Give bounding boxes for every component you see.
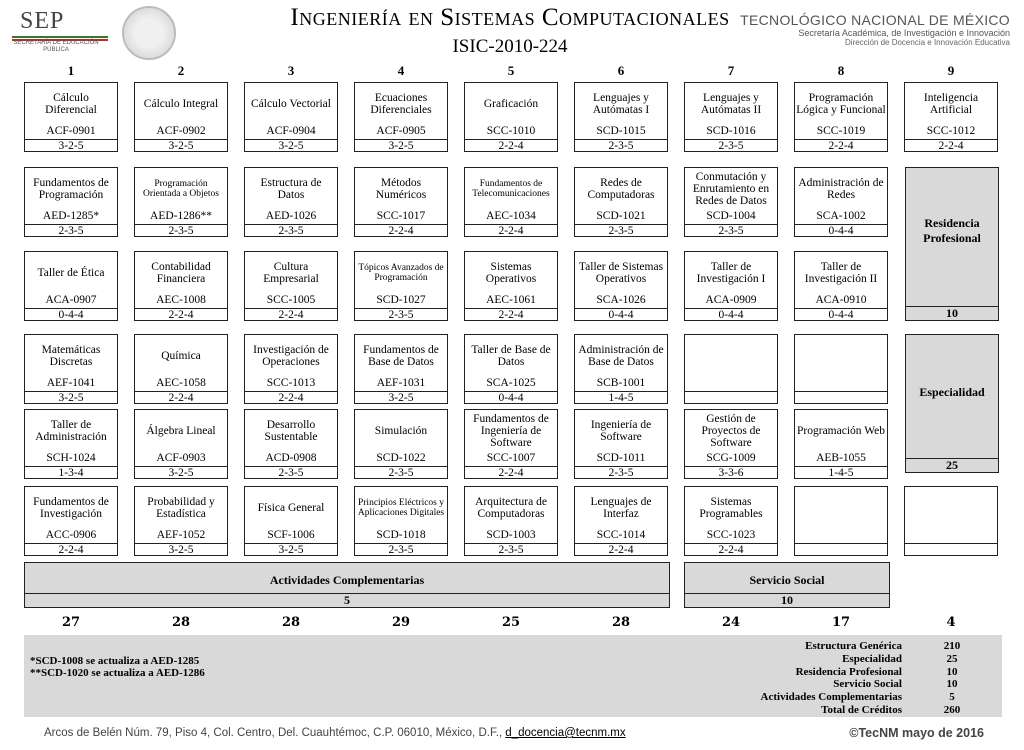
- empty-slot: [794, 334, 888, 404]
- course-name: Álgebra Lineal: [146, 425, 216, 437]
- course-box: [464, 251, 558, 321]
- course-code: AED-1026: [265, 210, 317, 222]
- course-name: Ingeniería de Software: [590, 419, 652, 443]
- course-name: Física General: [257, 502, 325, 514]
- course-credits: 2-2-4: [795, 139, 887, 153]
- course-code: AEC-1034: [486, 210, 536, 222]
- semester-number: 2: [177, 63, 185, 78]
- course-credits: 2-3-5: [575, 139, 667, 153]
- course-box: [244, 486, 338, 556]
- course-box: [134, 251, 228, 321]
- course-name: Taller de Ética: [37, 267, 105, 279]
- course-code: SCC-1012: [926, 125, 976, 137]
- course-name: Administración de Base de Datos: [578, 344, 664, 368]
- course-credits: 2-3-5: [685, 224, 777, 238]
- sep-wordmark: SEP: [20, 8, 65, 34]
- course-credits: 2-2-4: [25, 543, 117, 557]
- course-code: SCB-1001: [596, 377, 646, 389]
- course-box: [684, 409, 778, 479]
- course-code: SCD-1018: [376, 529, 426, 541]
- course-name: Sistemas Programables: [699, 496, 763, 520]
- email-link[interactable]: d_docencia@tecnm.mx: [505, 727, 626, 739]
- tecnm-name: TECNOLÓGICO NACIONAL DE MÉXICO: [740, 12, 1010, 28]
- course-box: [574, 334, 668, 404]
- course-name: Probabilidad y Estadística: [147, 496, 215, 520]
- course-code: SCD-1015: [596, 125, 646, 137]
- course-credits: 2-2-4: [465, 308, 557, 322]
- course-credits: 2-3-5: [25, 224, 117, 238]
- course-code: AED-1286**: [150, 210, 212, 222]
- course-credits: 2-3-5: [245, 224, 337, 238]
- course-credits: 2-2-4: [135, 308, 227, 322]
- course-box: [24, 167, 118, 237]
- summary-value: 25: [946, 652, 958, 665]
- course-code: SCF-1006: [267, 529, 315, 541]
- course-name: Lenguajes de Interfaz: [590, 496, 652, 520]
- course-name: Cálculo Vectorial: [251, 98, 331, 110]
- course-credits: 2-2-4: [355, 224, 447, 238]
- summary-value: 5: [949, 691, 955, 704]
- secretaria-name: Secretaría Académica, de Investigación e Innovación: [798, 28, 1010, 38]
- course-code: ACF-0902: [156, 125, 206, 137]
- empty-slot-divider: [795, 391, 887, 392]
- empty-slot-divider: [685, 391, 777, 392]
- address-text: Arcos de Belén Núm. 79, Piso 4, Col. Centro, Del. Cuauhtémoc, C.P. 06010, México, D.F.,: [44, 727, 506, 739]
- summary-label: Residencia Profesional: [795, 665, 902, 678]
- course-box: [134, 334, 228, 404]
- course-box: [24, 334, 118, 404]
- course-code: SCD-1016: [706, 125, 756, 137]
- course-box: [684, 486, 778, 556]
- course-box: [794, 251, 888, 321]
- course-credits: 2-2-4: [465, 224, 557, 238]
- course-name: Inteligencia Artificial: [923, 92, 979, 116]
- course-name: Fundamentos de Telecomunicaciones: [472, 179, 550, 199]
- course-credits: 2-3-5: [685, 139, 777, 153]
- course-code: ACF-0903: [156, 452, 206, 464]
- course-code: ACC-0906: [45, 529, 97, 541]
- servicio-block: [684, 562, 890, 608]
- semester-total: 29: [391, 615, 411, 630]
- course-name: Ecuaciones Diferenciales: [370, 92, 432, 116]
- course-name: Desarrollo Sustentable: [264, 419, 318, 443]
- course-code: ACF-0905: [376, 125, 426, 137]
- summary-value: 10: [946, 678, 958, 691]
- course-name: Sistemas Operativos: [485, 261, 537, 285]
- course-box: [574, 486, 668, 556]
- course-code: ACA-0910: [815, 294, 867, 306]
- course-name: Fundamentos de Programación: [33, 177, 109, 201]
- course-name: Cálculo Integral: [143, 98, 219, 110]
- course-credits: 2-2-4: [465, 466, 557, 480]
- course-name: Contabilidad Financiera: [151, 261, 211, 285]
- direccion-name: Dirección de Docencia e Innovación Educativa: [845, 38, 1010, 47]
- semester-number: 1: [67, 63, 75, 78]
- course-credits: 3-2-5: [25, 139, 117, 153]
- course-credits: 3-2-5: [245, 543, 337, 557]
- course-box: [794, 82, 888, 152]
- course-name: Cálculo Diferencial: [45, 92, 97, 116]
- course-box: [354, 82, 448, 152]
- summary-label: Especialidad: [842, 652, 902, 665]
- course-name: Simulación: [374, 425, 428, 437]
- course-box: [24, 486, 118, 556]
- course-name: Lenguajes y Autómatas II: [700, 92, 762, 116]
- course-credits: 1-4-5: [575, 391, 667, 405]
- course-code: AEF-1031: [376, 377, 426, 389]
- course-code: AEC-1008: [156, 294, 206, 306]
- course-credits: 2-3-5: [355, 308, 447, 322]
- semester-number: 8: [837, 63, 845, 78]
- course-name: Principios Eléctricos y Aplicaciones Digitales: [357, 498, 445, 518]
- course-credits: 2-3-5: [575, 224, 667, 238]
- course-code: ACF-0901: [46, 125, 96, 137]
- empty-slot: [794, 486, 888, 556]
- course-box: [464, 334, 558, 404]
- summary-value: 210: [943, 640, 961, 652]
- course-code: AEC-1061: [486, 294, 536, 306]
- actividades-value: 5: [25, 593, 669, 607]
- course-credits: 1-4-5: [795, 466, 887, 480]
- plan-code: ISIC-2010-224: [452, 36, 568, 57]
- semester-total: 28: [281, 615, 301, 630]
- actividades-block: [24, 562, 670, 608]
- course-name: Taller de Base de Datos: [471, 344, 551, 368]
- course-box: [574, 82, 668, 152]
- summary-value: 260: [943, 704, 961, 716]
- course-code: SCC-1023: [706, 529, 756, 541]
- course-box: [244, 409, 338, 479]
- empty-slot: [684, 334, 778, 404]
- course-credits: 2-2-4: [575, 543, 667, 557]
- course-box: [24, 409, 118, 479]
- course-box: [354, 167, 448, 237]
- summary-label: Actividades Complementarias: [760, 691, 902, 704]
- empty-slot-divider: [795, 543, 887, 544]
- course-credits: 2-2-4: [465, 139, 557, 153]
- course-credits: 3-2-5: [245, 139, 337, 153]
- copyright: ©TecNM mayo de 2016: [849, 726, 984, 740]
- course-name: Fundamentos de Ingeniería de Software: [473, 413, 549, 449]
- course-credits: 3-2-5: [355, 391, 447, 405]
- actividades-label: Actividades Complementarias: [269, 573, 425, 587]
- course-credits: 0-4-4: [25, 308, 117, 322]
- course-box: [354, 251, 448, 321]
- semester-total: 25: [501, 615, 521, 630]
- course-name: Taller de Administración: [35, 419, 107, 443]
- note-2: **SCD-1020 se actualiza a AED-1286: [30, 667, 205, 679]
- course-name: Graficación: [483, 98, 539, 110]
- semester-number: 6: [617, 63, 625, 78]
- course-code: SCC-1017: [376, 210, 426, 222]
- course-name: Taller de Sistemas Operativos: [578, 261, 664, 285]
- credit-summary: [24, 635, 1002, 717]
- course-box: [684, 251, 778, 321]
- course-code: AEB-1055: [816, 452, 866, 464]
- residencia-block: [905, 167, 999, 321]
- course-box: [464, 82, 558, 152]
- course-credits: 0-4-4: [465, 391, 557, 405]
- semester-number: 5: [507, 63, 515, 78]
- course-box: [684, 167, 778, 237]
- course-name: Administración de Redes: [798, 177, 884, 201]
- course-credits: 2-3-5: [575, 466, 667, 480]
- course-code: SCA-1025: [486, 377, 536, 389]
- summary-value: 10: [946, 665, 958, 678]
- logo-stripe-green: [12, 36, 108, 38]
- note-1: *SCD-1008 se actualiza a AED-1285: [30, 655, 200, 667]
- course-code: ACF-0904: [266, 125, 316, 137]
- course-credits: 3-2-5: [135, 139, 227, 153]
- course-code: AEF-1041: [46, 377, 96, 389]
- course-name: Gestión de Proyectos de Software: [701, 413, 761, 449]
- course-box: [904, 82, 998, 152]
- course-name: Matemáticas Discretas: [41, 344, 101, 368]
- page-title: Ingeniería en Sistemas Computacionales: [290, 4, 730, 31]
- course-code: SCD-1021: [596, 210, 646, 222]
- course-code: ACA-0907: [45, 294, 97, 306]
- course-credits: 2-3-5: [245, 466, 337, 480]
- course-credits: 2-2-4: [685, 543, 777, 557]
- course-name: Taller de Investigación II: [804, 261, 878, 285]
- course-credits: 1-3-4: [25, 466, 117, 480]
- national-seal-icon: [122, 6, 176, 60]
- course-credits: 2-3-5: [355, 543, 447, 557]
- especialidad-value: 25: [906, 458, 998, 472]
- summary-label: Total de Créditos: [821, 704, 902, 716]
- course-code: ACD-0908: [265, 452, 317, 464]
- course-code: SCC-1005: [266, 294, 316, 306]
- especialidad-block: [905, 334, 999, 473]
- course-name: Química: [161, 350, 201, 362]
- course-name: Tópicos Avanzados de Programación: [358, 263, 444, 283]
- course-code: AEC-1058: [156, 377, 206, 389]
- course-name: Programación Lógica y Funcional: [796, 92, 886, 116]
- semester-total: 4: [946, 615, 956, 630]
- course-credits: 0-4-4: [575, 308, 667, 322]
- course-credits: 0-4-4: [685, 308, 777, 322]
- course-code: SCA-1002: [816, 210, 866, 222]
- course-code: SCD-1011: [596, 452, 646, 464]
- course-name: Conmutación y Enrutamiento en Redes de Datos: [692, 171, 770, 207]
- course-box: [134, 82, 228, 152]
- course-box: [464, 167, 558, 237]
- course-name: Redes de Computadoras: [587, 177, 655, 201]
- course-box: [794, 167, 888, 237]
- semester-total: 27: [61, 615, 81, 630]
- course-name: Programación Web: [797, 425, 885, 437]
- course-name: Métodos Numéricos: [375, 177, 427, 201]
- course-code: SCH-1024: [46, 452, 96, 464]
- course-name: Fundamentos de Investigación: [33, 496, 109, 520]
- course-box: [134, 167, 228, 237]
- course-box: [244, 251, 338, 321]
- course-credits: 3-3-6: [685, 466, 777, 480]
- servicio-value: 10: [685, 593, 889, 607]
- course-box: [24, 82, 118, 152]
- course-code: SCD-1027: [376, 294, 426, 306]
- course-name: Arquitectura de Computadoras: [475, 496, 547, 520]
- course-name: Taller de Investigación I: [696, 261, 766, 285]
- course-box: [244, 334, 338, 404]
- course-box: [354, 486, 448, 556]
- course-code: SCC-1019: [816, 125, 866, 137]
- course-code: SCG-1009: [706, 452, 756, 464]
- course-box: [244, 82, 338, 152]
- course-box: [574, 409, 668, 479]
- course-code: AEF-1052: [156, 529, 206, 541]
- semester-number: 4: [397, 63, 405, 78]
- course-credits: 3-2-5: [135, 543, 227, 557]
- semester-total: 28: [171, 615, 191, 630]
- summary-label: Servicio Social: [833, 678, 902, 691]
- semester-number: 3: [287, 63, 295, 78]
- course-box: [24, 251, 118, 321]
- semester-total: 28: [611, 615, 631, 630]
- servicio-label: Servicio Social: [749, 573, 825, 587]
- footer-address: [44, 727, 626, 739]
- course-credits: 2-2-4: [905, 139, 997, 153]
- course-box: [134, 409, 228, 479]
- course-credits: 3-2-5: [355, 139, 447, 153]
- course-code: SCC-1010: [486, 125, 536, 137]
- course-box: [574, 167, 668, 237]
- course-credits: 2-2-4: [135, 391, 227, 405]
- course-box: [684, 82, 778, 152]
- course-name: Investigación de Operaciones: [253, 344, 329, 368]
- course-box: [574, 251, 668, 321]
- semester-total: 17: [831, 615, 851, 630]
- course-credits: 2-3-5: [135, 224, 227, 238]
- course-box: [354, 334, 448, 404]
- residencia-value: 10: [906, 306, 998, 320]
- empty-slot: [904, 486, 998, 556]
- tecnm-header: [740, 12, 1010, 47]
- course-code: SCD-1022: [376, 452, 426, 464]
- course-credits: 3-2-5: [25, 391, 117, 405]
- course-box: [464, 409, 558, 479]
- course-credits: 0-4-4: [795, 308, 887, 322]
- course-credits: 2-3-5: [355, 466, 447, 480]
- sep-subtitle: SECRETARÍA DE EDUCACIÓN PÚBLICA: [13, 40, 99, 53]
- course-code: AED-1285*: [42, 210, 100, 222]
- course-credits: 2-2-4: [245, 308, 337, 322]
- course-code: SCA-1026: [596, 294, 646, 306]
- course-credits: 0-4-4: [795, 224, 887, 238]
- course-code: SCC-1014: [596, 529, 646, 541]
- course-name: Fundamentos de Base de Datos: [363, 344, 439, 368]
- course-credits: 3-2-5: [135, 466, 227, 480]
- course-name: Programación Orientada a Objetos: [143, 179, 219, 199]
- empty-slot-divider: [905, 543, 997, 544]
- course-box: [354, 409, 448, 479]
- semester-number: 7: [727, 63, 735, 78]
- course-name: Lenguajes y Autómatas I: [592, 92, 650, 116]
- semester-total: 24: [721, 615, 741, 630]
- course-box: [464, 486, 558, 556]
- course-code: SCC-1007: [486, 452, 536, 464]
- residencia-label: Residencia Profesional: [923, 216, 981, 245]
- course-credits: 2-2-4: [245, 391, 337, 405]
- course-code: ACA-0909: [705, 294, 757, 306]
- especialidad-label: Especialidad: [919, 385, 985, 399]
- course-code: SCC-1013: [266, 377, 316, 389]
- course-name: Estructura de Datos: [260, 177, 322, 201]
- summary-label: Estructura Genérica: [805, 640, 902, 652]
- course-box: [134, 486, 228, 556]
- course-name: Cultura Empresarial: [263, 261, 319, 285]
- course-box: [794, 409, 888, 479]
- course-box: [244, 167, 338, 237]
- course-code: SCD-1004: [706, 210, 756, 222]
- course-credits: 2-3-5: [465, 543, 557, 557]
- semester-number: 9: [947, 63, 955, 78]
- course-code: SCD-1003: [486, 529, 536, 541]
